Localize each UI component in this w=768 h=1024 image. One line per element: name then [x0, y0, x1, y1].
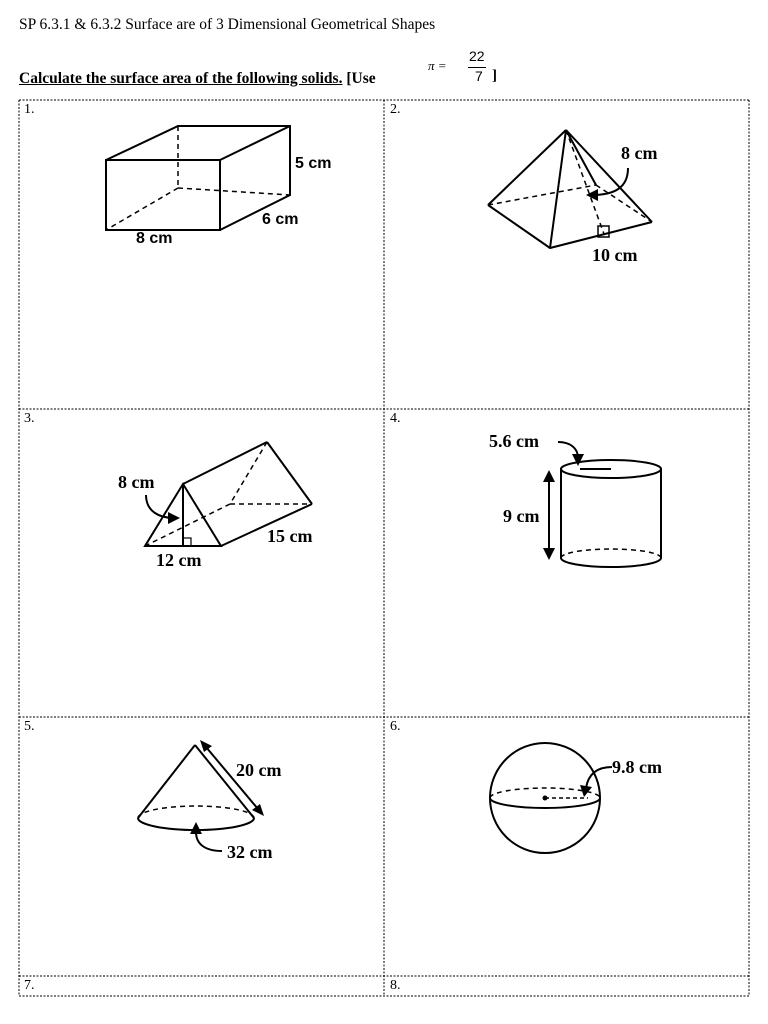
sphere-radius-label: 9.8 cm — [612, 757, 662, 777]
pi-symbol: π — [428, 58, 435, 73]
cell-number-4: 4. — [390, 411, 401, 426]
instruction-text: Calculate the surface area of the following solids. — [19, 70, 343, 87]
cylinder-height-label: 9 cm — [503, 506, 540, 526]
cylinder-radius-label: 5.6 cm — [489, 431, 539, 451]
pyramid-slant-label: 8 cm — [621, 143, 658, 163]
prism-depth-label: 6 cm — [262, 211, 299, 228]
cell-number-3: 3. — [24, 411, 35, 426]
triangle-height-label: 8 cm — [118, 472, 155, 492]
cell-number-2: 2. — [390, 102, 401, 117]
instruction-use: [Use — [342, 70, 376, 87]
cell-number-7: 7. — [24, 978, 35, 993]
pi-equals: = — [437, 58, 447, 73]
pi-numerator: 22 — [469, 48, 485, 64]
cell-number-6: 6. — [390, 719, 401, 734]
prism-height-label: 5 cm — [295, 155, 332, 172]
cell-number-8: 8. — [390, 978, 401, 993]
cell-number-1: 1. — [24, 102, 35, 117]
cell-number-5: 5. — [24, 719, 35, 734]
prism-length-label-3: 15 cm — [267, 526, 313, 546]
prism-length-label: 8 cm — [136, 230, 173, 247]
page-title: SP 6.3.1 & 6.3.2 Surface are of 3 Dimensional Geometrical Shapes — [19, 16, 436, 33]
pi-closing-bracket: ] — [492, 68, 497, 84]
cone-diameter-label: 32 cm — [227, 842, 273, 862]
pyramid-base-label: 10 cm — [592, 245, 638, 265]
triangle-base-label: 12 cm — [156, 550, 202, 570]
cone-slant-label: 20 cm — [236, 760, 282, 780]
pi-denominator: 7 — [475, 68, 483, 84]
